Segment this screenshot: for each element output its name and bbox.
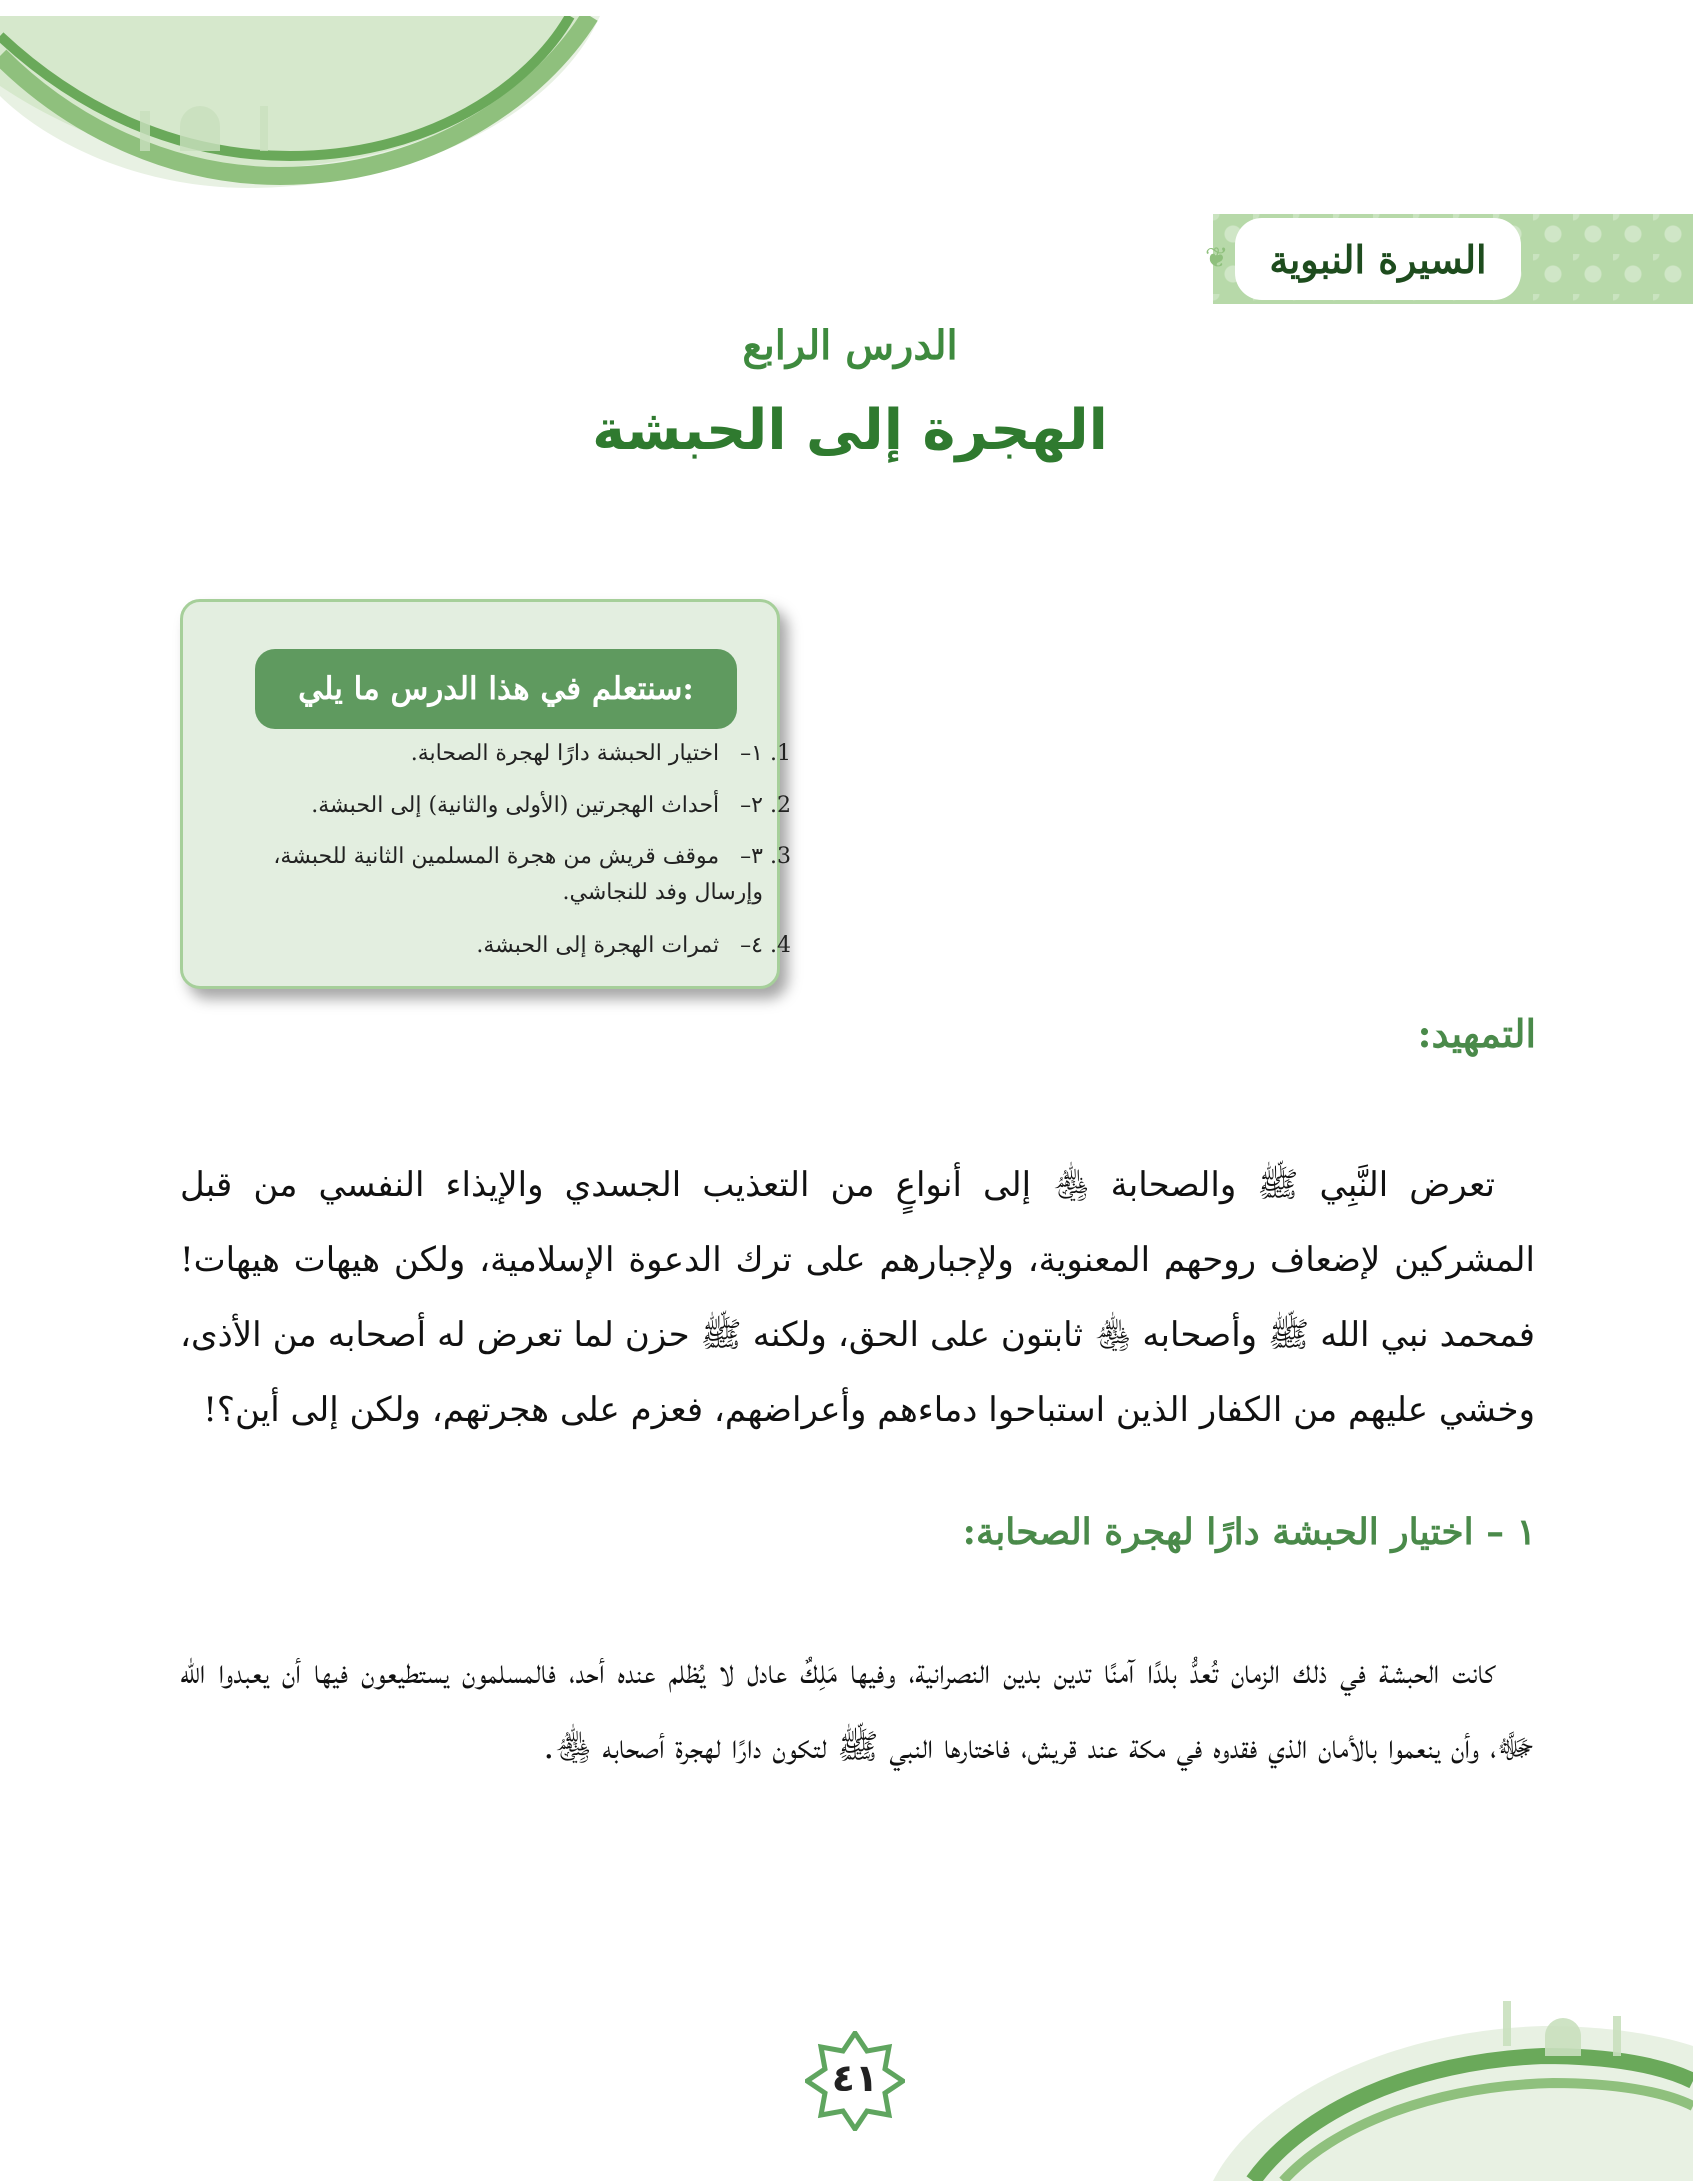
intro-heading: التمهيد: [1417,1011,1536,1056]
lesson-title: الهجرة إلى الحبشة [592,398,1108,463]
section-tag [1238,221,1518,297]
objective-item [243,928,763,964]
bottom-decoration [1213,2001,1693,2181]
objective-number: ٢– [740,793,763,818]
objective-text: موقف قريش من هجرة المسلمين الثانية للحبشة، وإرسال وفد للنجاشي. [273,844,763,905]
intro-paragraph: تعرض النَّبِي ﷺ والصحابة ﵃ إلى أنواعٍ من التعذيب الجسدي والإيذاء النفسي من قبل المشركين لإضعاف روحهم المعنوية، ولإجبارهم على ترك الدعوة الإسلامية، ولكن هيهات هيهات! فمحمد نبي الله ﷺ وأصحابه ﵃ ثابتون على الحق، ولكنه ﷺ حزن لما تعرض له أصحابه من الأذى، وخشي عليهم من الكفار الذين استباحوا دماءهم وأعراضهم، فعزم على هجرتهم، ولكن إلى أين؟! [180,1165,1535,1430]
page-number: ٤١ [831,2056,879,2100]
objective-text: أحداث الهجرتين (الأولى والثانية) إلى الحبشة. [311,793,720,818]
objectives-header: سنتعلم في هذا الدرس ما يلي: [255,649,737,729]
objective-item [243,736,763,772]
leaf-icon: ❦ [1205,241,1229,274]
objective-item [243,788,763,824]
objective-text: ثمرات الهجرة إلى الحبشة. [476,933,720,958]
objective-item [243,839,763,911]
section-one-heading: ١ – اختيار الحبشة دارًا لهجرة الصحابة: [962,1511,1536,1553]
section-tag-label: السيرة النبوية [1269,236,1487,282]
objective-number: ٤– [740,933,763,958]
objective-number: ١– [740,741,763,766]
section-one-paragraph: كانت الحبشة في ذلك الزمان تُعدُّ بلدًا آمنًا تدين بدين النصرانية، وفيها مَلِكٌ عادل لا يُظلم عنده أحد، فالمسلمون يستطيعون فيها أن يعبدوا الله ﷻ، وأن ينعموا بالأمان الذي فقدوه في مكة عند قريش، فاختارها النبي ﷺ لتكون دارًا لهجرة أصحابه ﵃. [180,1652,1535,1767]
lesson-number: الدرس الرابع [742,322,958,369]
top-decoration [0,16,600,206]
objective-text: اختيار الحبشة دارًا لهجرة الصحابة. [410,741,720,766]
objective-number: ٣– [740,844,763,869]
